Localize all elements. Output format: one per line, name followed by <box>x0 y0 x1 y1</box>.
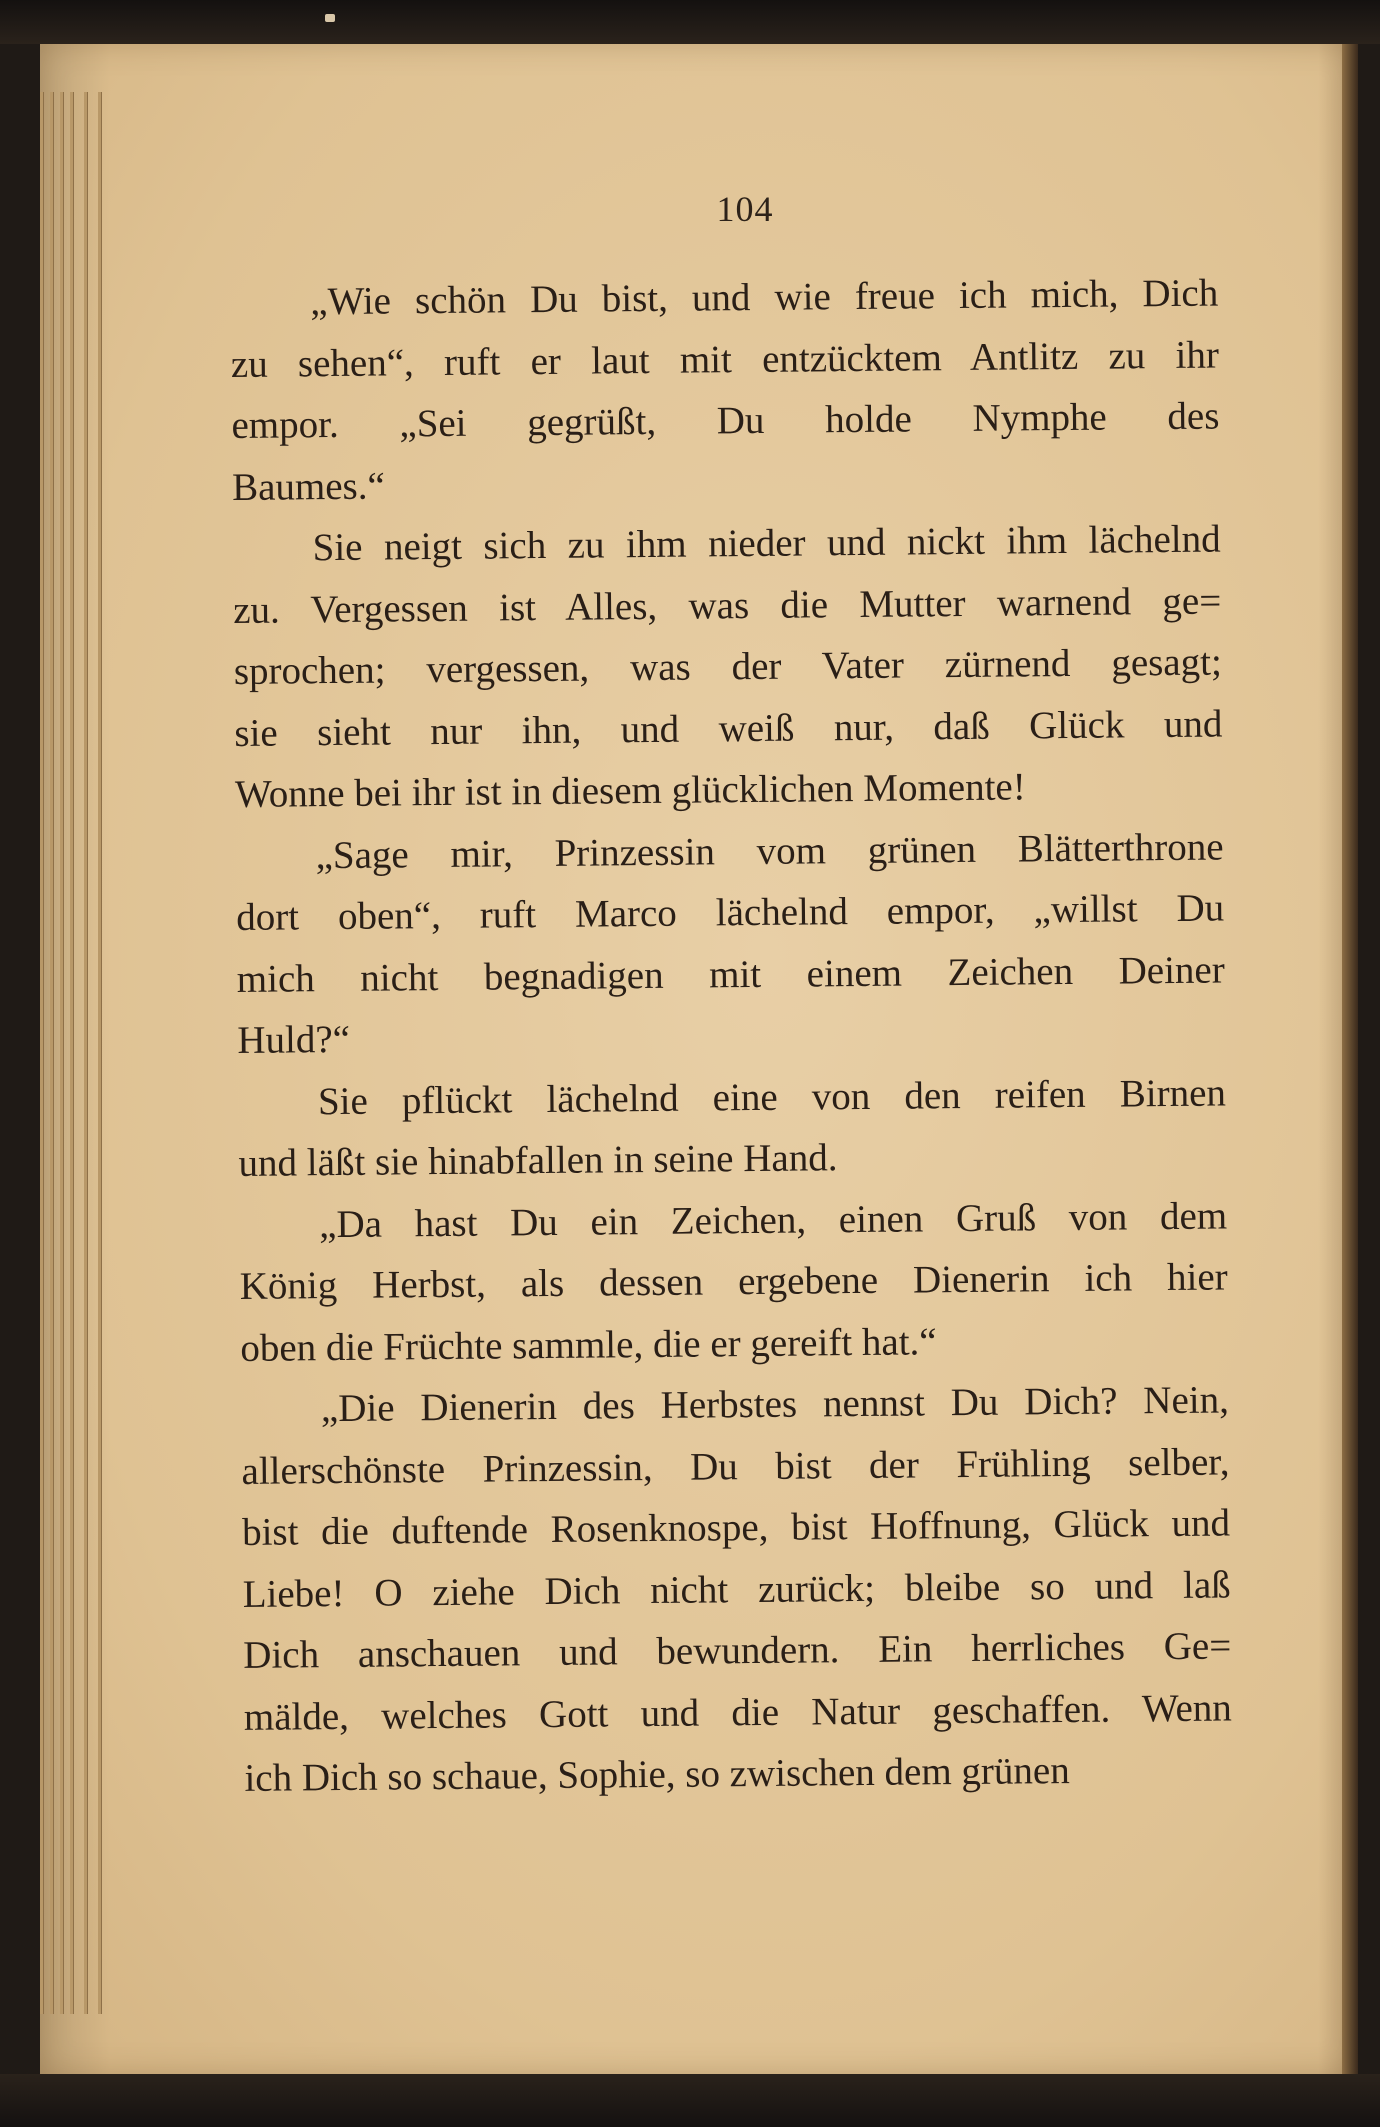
paragraph <box>239 1185 1229 1379</box>
text-line: Sie pflückt lächelnd eine von den reifen Birnen <box>317 1070 1227 1123</box>
text-line: Wonne bei ihr ist in diesem glücklichen Momente! <box>234 765 1026 816</box>
text-line: sprochen; vergessen, was der Vater zürnend gesagt; <box>233 640 1222 693</box>
text-line: allerschönste Prinzessin, Du bist der Frühling selber, <box>241 1439 1230 1493</box>
paragraph <box>241 1369 1233 1809</box>
text-line: Dich anschauen und bewundern. Ein herrliches Ge= <box>243 1624 1232 1677</box>
top-scan-border <box>0 0 1380 44</box>
text-line: „Sage mir, Prinzessin vom grünen Blätterthrone <box>315 824 1224 877</box>
text-line: Liebe! O ziehe Dich nicht zurück; bleibe so und laß <box>242 1562 1231 1616</box>
text-line: mich nicht begnadigen mit einem Zeichen Deiner <box>236 947 1225 1001</box>
text-line: zu sehen“, ruft er laut mit entzücktem Antlitz zu ihr <box>230 333 1220 386</box>
text-line: oben die Früchte sammle, die er gereift hat.“ <box>240 1319 937 1370</box>
text-line: ich Dich so schaue, Sophie, so zwischen dem grünen <box>244 1749 1070 1800</box>
text-line: Sie neigt sich zu ihm nieder und nickt ihm lächelnd <box>312 517 1221 570</box>
text-line: und läßt sie hinabfallen in seine Hand. <box>238 1136 838 1185</box>
page-edge <box>40 92 44 2014</box>
text-line: „Wie schön Du bist, und wie freue ich mich, Dich <box>310 271 1219 324</box>
text-line: zu. Vergessen ist Alles, was die Mutter warnend ge= <box>233 579 1222 632</box>
text-line: sie sieht nur ihn, und weiß nur, daß Glück und <box>234 701 1223 755</box>
paragraph <box>230 263 1220 518</box>
book-spine-shadow <box>1342 44 1358 2074</box>
text-line: empor. „Sei gegrüßt, Du holde Nymphe des <box>231 394 1220 447</box>
paragraph <box>235 816 1225 1071</box>
page-edge <box>50 92 54 2014</box>
page-edge <box>84 92 88 2014</box>
paragraph <box>232 509 1223 826</box>
text-line: mälde, welches Gott und die Natur geschaffen. Wenn <box>243 1685 1233 1739</box>
text-line: „Da hast Du ein Zeichen, einen Gruß von dem <box>318 1193 1228 1246</box>
text-line: Baumes.“ <box>231 464 385 509</box>
text-line: Huld?“ <box>237 1017 351 1062</box>
page-edge <box>70 92 74 2014</box>
page-edge <box>60 92 64 2014</box>
text-line: dort oben“, ruft Marco lächelnd empor, „willst Du <box>235 886 1225 939</box>
text-line: bist die duftende Rosenknospe, bist Hoffnung, Glück und <box>241 1501 1231 1554</box>
text-line: „Die Dienerin des Herbstes nennst Du Dich? Nein, <box>320 1378 1230 1431</box>
page-edge <box>98 92 102 2014</box>
bottom-scan-border <box>0 2074 1380 2127</box>
text-line: König Herbst, als dessen ergebene Dienerin ich hier <box>239 1255 1228 1308</box>
body-text <box>230 263 1233 1810</box>
page-number: 104 <box>716 189 774 229</box>
paragraph <box>238 1062 1227 1194</box>
scan-mark <box>325 14 335 22</box>
